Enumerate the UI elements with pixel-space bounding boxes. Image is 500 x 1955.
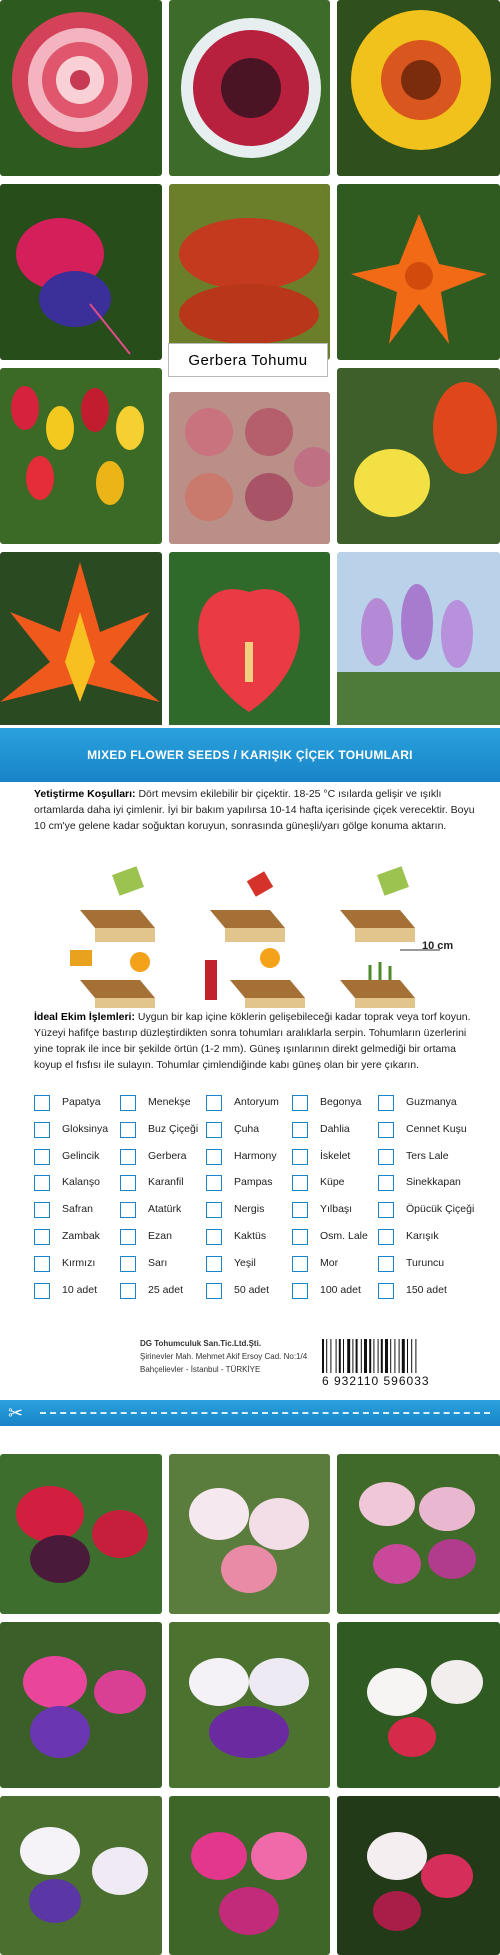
sowing-text: Uygun bir kap içine köklerin gelişebileceği kadar toprak veya torf koyun. Yüzeyi hafifçe bastırıp düzleştirdikten sonra tohumları aralıklarla serpin. Tohumların üzerlerini yine toprak ile ince bir şekilde örtün (1-2 mm). Güneş ışınlarının direkt gelmediği bir ortama koyup el fısfısı ile sulayın. Tohumlar çimlendiğinde kabı güneş olan bir yere çıkarın. [34,1011,471,1071]
variety-label: Buz Çiçeği [148,1122,199,1135]
variety-label: 150 adet [406,1283,447,1296]
growing-text: Dört mevsim ekilebilir bir çiçektir. 18-25 °C ısılarda gelişir ve ışıklı ortamlarda daha iyi çimlenir. İyi bir bakım yapılırsa 10-14 hafta içerisinde çiçek verecektir. Boyu 10 cm'ye gelene kadar soğuktan koruyun, sonrasında güneşli/yarı gölge konuma aktarın. [34,788,475,832]
variety-label: Dahlia [320,1122,350,1135]
variety-label: Sarı [148,1256,168,1269]
variety-label: Gloksinya [62,1122,109,1135]
variety-label: Antoryum [234,1096,279,1108]
variety-label: İskelet [320,1149,351,1162]
photo-fuchsia-red-purple [0,1454,162,1614]
step-1-illustration [80,866,155,942]
variety-label: Osm. Lale [320,1230,368,1242]
sowing-title: İdeal Ekim İşlemleri: [34,1011,135,1023]
variety-label: Yeşil [234,1256,256,1269]
photo-anthurium [169,552,330,728]
variety-label: Sinekkapan [406,1176,461,1189]
variety-label: Turuncu [406,1256,445,1269]
photo-gloxinia [169,0,330,176]
photo-fuchsia-white-blue [0,1796,162,1955]
variety-label: Gerbera [148,1149,187,1162]
step-2-illustration [210,871,285,942]
variety-label: Kaktüs [234,1230,267,1242]
photo-fuchsia-white-violet [169,1622,330,1788]
barcode [320,1339,468,1373]
photo-lithops [169,392,330,544]
variety-label: Papatya [62,1096,101,1108]
photo-crown-imperial [337,368,500,544]
photo-venus-flytrap [169,184,330,360]
variety-label: Ters Lale [406,1149,449,1162]
variety-label: Zambak [62,1230,100,1242]
variety-label: Guzmanya [406,1096,457,1108]
photo-fuchsia-dark [337,1796,500,1955]
photo-tulips [0,368,162,544]
variety-label: 10 adet [62,1283,98,1296]
photo-fuchsia-pink-purple [337,1454,500,1614]
variety-label: Mor [320,1256,339,1269]
address-line-2: Bahçelievler - İstanbul - TÜRKİYE [140,1365,261,1374]
photo-begonia [0,0,162,176]
step-6-illustration [340,950,440,1008]
variety-label: 25 adet [148,1283,184,1296]
variety-label: Karanfil [148,1176,184,1189]
variety-label: 100 adet [320,1283,361,1296]
cut-dashes [40,1412,490,1414]
sowing-instructions [34,1009,484,1073]
variety-label: Menekşe [148,1096,191,1108]
company-name: DG Tohumculuk San.Tic.Ltd.Şti. [140,1339,262,1348]
variety-label: Öpücük Çiçeği [406,1203,475,1216]
variety-label: Begonya [320,1096,362,1108]
address-line-1: Şirinevler Mah. Mehmet Akif Ersoy Cad. No:1/4 [140,1352,308,1361]
variety-label: Cennet Kuşu [406,1122,467,1135]
variety-label: Ezan [148,1230,172,1242]
variety-label: Harmony [234,1149,277,1162]
company-info [140,1337,307,1376]
variety-label: Nergis [234,1203,265,1216]
variety-label: Pampas [234,1176,273,1189]
growing-conditions [34,786,484,834]
seed-name-label: Gerbera Tohumu [168,343,328,377]
step-illustrations [70,850,450,1010]
step-5-illustration [205,948,305,1008]
photo-lily [337,184,500,360]
photo-guzmania [0,552,162,728]
photo-fuchsia-magenta [169,1796,330,1955]
photo-dahlia [337,0,500,176]
packet-title-banner: MIXED FLOWER SEEDS / KARIŞIK ÇİÇEK TOHUMLARI [0,728,500,782]
step-4-illustration [70,950,155,1008]
photo-fuchsia-white-pink [169,1454,330,1614]
variety-label: Gelincik [62,1149,100,1162]
variety-label: Kırmızı [62,1256,96,1269]
step-3-illustration [340,866,415,942]
photo-pampas-grass [337,552,500,728]
variety-label: Atatürk [148,1203,182,1216]
barcode-number: 6 932110 596033 [322,1374,430,1388]
variety-label: Kalanşo [62,1176,100,1189]
variety-label: Çuha [234,1122,260,1135]
photo-fuchsia-violet [0,1622,162,1788]
scissors-icon: ✂ [8,1403,24,1423]
step-measure-label: 10 cm [422,940,454,952]
photo-fuchsia-white-red [337,1622,500,1788]
variety-label: Yılbaşı [320,1203,353,1216]
photo-fuchsia [0,184,162,360]
variety-label: Safran [62,1203,93,1216]
variety-label: Küpe [320,1176,345,1189]
growing-title: Yetiştirme Koşulları: [34,788,136,800]
variety-label: 50 adet [234,1283,270,1296]
variety-label: Karışık [406,1230,439,1242]
